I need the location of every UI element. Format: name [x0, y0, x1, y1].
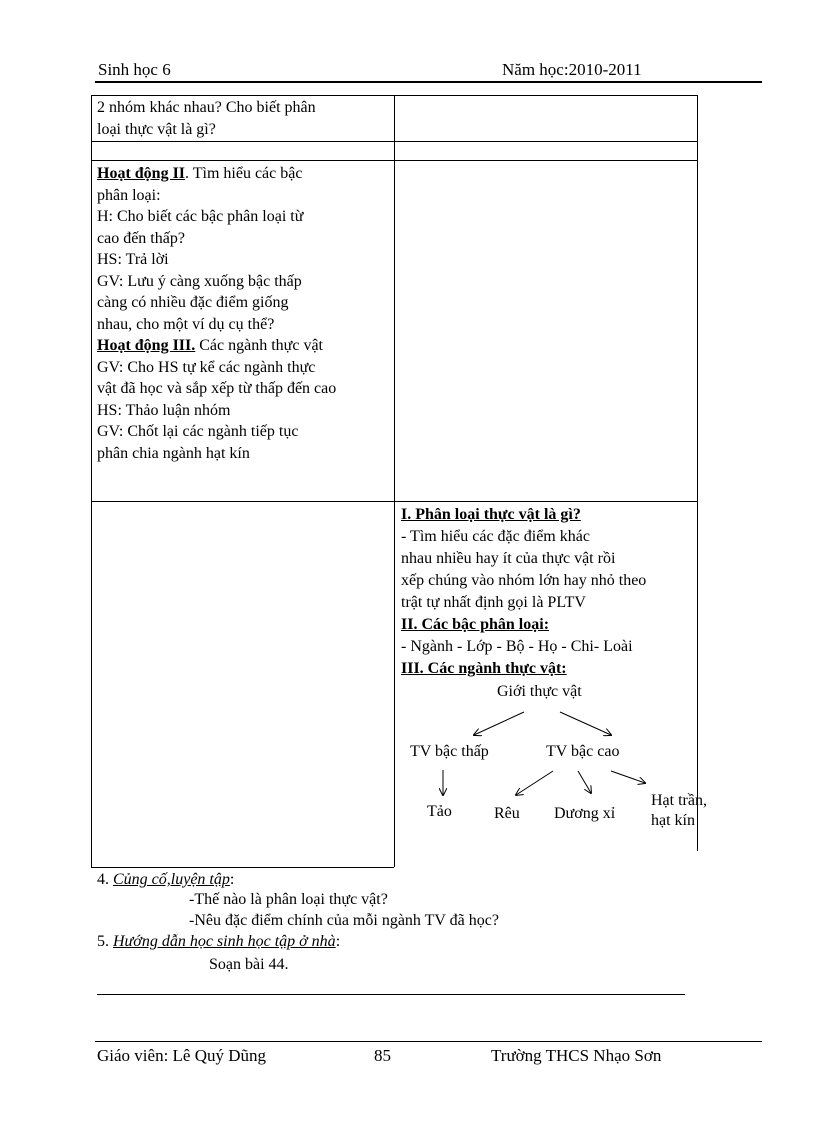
text-line: cao đến thấp?: [97, 229, 185, 247]
footer-teacher: Giáo viên: Lê Quý Dũng: [97, 1046, 267, 1065]
arrow-root-to-high: [560, 712, 611, 735]
diagram-fern: Dương xỉ: [554, 805, 616, 822]
text-line: GV: Cho HS tự kể các ngành thực: [97, 358, 316, 376]
text-line: xếp chúng vào nhóm lớn hay nhỏ theo: [401, 572, 647, 589]
diagram-seed-plants-2: hạt kín: [651, 812, 695, 829]
section-2-title: II. Các bậc phân loại:: [401, 616, 550, 633]
text-line: trật tự nhất định gọi là PLTV: [401, 594, 586, 611]
section-4-number: 4.: [97, 871, 113, 888]
footer-page-number: 85: [374, 1046, 391, 1065]
ranks-line: - Ngành - Lớp - Bộ - Họ - Chi- Loài: [401, 638, 633, 655]
diagram-seed-plants-1: Hạt trần,: [651, 792, 707, 809]
diagram-root: Giới thực vật: [497, 683, 582, 700]
header-year: Năm học:2010-2011: [502, 60, 642, 79]
activity-3-rest: Các ngành thực vật: [195, 337, 323, 354]
text-line: GV: Chốt lại các ngành tiếp tục: [97, 423, 299, 440]
end-separator: [97, 994, 685, 995]
text-line: phân loại:: [97, 186, 161, 204]
arrow-high-to-fern: [578, 771, 591, 793]
footer-rule: [95, 1041, 762, 1042]
text-line: vật đã học và sắp xếp từ thấp đến cao: [97, 380, 337, 397]
text-line: phân chia ngành hạt kín: [97, 444, 250, 462]
section-5-heading: 5. Hướng dẫn học sinh học tập ở nhà:: [97, 933, 341, 950]
text-line: 2 nhóm khác nhau? Cho biết phân: [97, 99, 316, 116]
review-question-1: -Thế nào là phân loại thực vật?: [189, 891, 388, 908]
text-line: loại thực vật là gì?: [97, 120, 216, 138]
activity-2-rest: . Tìm hiểu các bậc: [185, 165, 303, 182]
section-4-title: Củng cố,luyện tập: [113, 871, 230, 888]
arrow-high-to-moss: [516, 771, 553, 795]
activity-3-title: Hoạt động III.: [97, 337, 196, 354]
text-line: càng có nhiều đặc điểm giống: [97, 294, 289, 311]
header-subject: Sinh học 6: [98, 60, 171, 79]
text-line: GV: Lưu ý càng xuống bậc thấp: [97, 272, 302, 290]
text-line: HS: Thảo luận nhóm: [97, 401, 231, 419]
section-5-number: 5.: [97, 933, 113, 950]
review-question-2: -Nêu đặc điểm chính của mỗi ngành TV đã học?: [189, 912, 499, 929]
text-line: nhau nhiều hay ít của thực vật rồi: [401, 550, 616, 567]
text-line: nhau, cho một ví dụ cụ thể?: [97, 315, 275, 333]
section-3-title: III. Các ngành thực vật:: [401, 660, 567, 677]
arrow-root-to-low: [474, 712, 524, 735]
text-line: HS: Trả lời: [97, 251, 169, 268]
section-4-heading: 4. Củng cố,luyện tập:: [97, 871, 235, 888]
text-line: - Tìm hiểu các đặc điểm khác: [401, 528, 590, 545]
text-line: H: Cho biết các bậc phân loại từ: [97, 208, 304, 225]
diagram-moss: Rêu: [494, 805, 520, 822]
section-5-title: Hướng dẫn học sinh học tập ở nhà: [113, 933, 336, 950]
section-1-title: I. Phân loại thực vật là gì?: [401, 506, 581, 523]
diagram-high-plants: TV bậc cao: [546, 743, 620, 760]
footer-school: Trường THCS Nhạo Sơn: [491, 1046, 662, 1065]
arrow-high-to-seed: [611, 771, 645, 783]
diagram-low-plants: TV bậc thấp: [410, 743, 489, 760]
activity-2-title: Hoạt động II: [97, 165, 186, 182]
homework-line: Soạn bài 44.: [209, 956, 289, 973]
diagram-algae: Tảo: [427, 803, 452, 820]
